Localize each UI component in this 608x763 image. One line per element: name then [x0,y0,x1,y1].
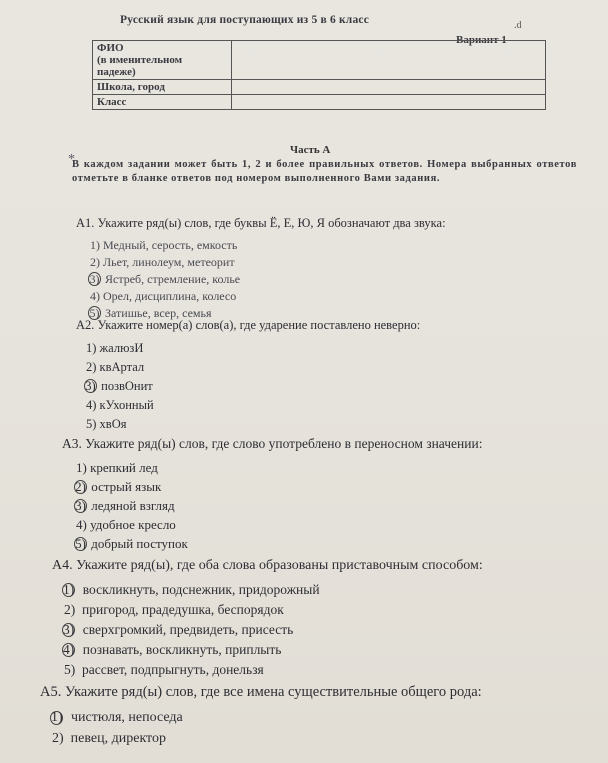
option-a4-3[interactable]: 3) сверхгромкий, предвидеть, присесть [63,622,294,637]
corner-mark: .d [514,20,522,31]
table-row [93,41,546,80]
option-a1-1[interactable]: 1) Медный, серость, емкость [90,238,238,252]
option-a3-5[interactable]: 5) добрый поступок [75,536,188,551]
option-a5-1[interactable]: 1) чистюля, непоседа [51,710,183,725]
variant-label: Вариант 1 [456,34,507,46]
school-label: Школа, город [93,80,232,95]
question-title: А2. Укажите номер(а) слов(а), где ударение поставлено неверно: [76,318,421,332]
option-a2-2[interactable]: 2) квАртал [86,360,145,374]
fio-label [93,41,232,80]
option-a2-1[interactable]: 1) жалюзИ [86,341,144,355]
question-title: А4. Укажите ряд(ы), где оба слова образованы приставочным способом: [52,558,483,573]
pen-star-mark: * [68,152,75,167]
option-a3-1[interactable]: 1) крепкий лед [76,460,158,475]
question-a4 [52,558,483,680]
option-a4-4[interactable]: 4) познавать, воскликнуть, приплыть [63,642,282,657]
question-a2 [76,318,420,434]
instructions: В каждом задании может быть 1, 2 и более правильных ответов. Номера выбранных ответов отметьте в бланке ответов под номером выполненного Вами задания. [72,159,577,184]
student-info-table [92,40,546,110]
question-a3 [62,436,482,553]
option-a5-2[interactable]: 2) певец, директор [52,731,166,746]
option-a4-5[interactable]: 5) рассвет, подпрыгнуть, донельзя [64,662,264,677]
fio-label-text: ФИО (в именительном падеже) [97,42,183,78]
option-a3-2[interactable]: 2) острый язык [75,479,162,494]
option-a3-3[interactable]: 3) ледяной взгляд [75,498,175,513]
option-a3-4[interactable]: 4) удобное кресло [76,517,176,532]
option-a2-4[interactable]: 4) кУхонный [86,398,154,412]
part-title: Часть А [290,144,331,156]
school-field[interactable] [232,80,546,95]
option-a1-2[interactable]: 2) Льет, линолеум, метеорит [90,255,235,269]
option-a2-3[interactable]: 3) позвОнит [85,379,153,393]
question-a5 [40,684,482,749]
option-a1-4[interactable]: 4) Орел, дисциплина, колесо [90,289,237,303]
question-title: А5. Укажите ряд(ы) слов, где все имена существительные общего рода: [40,684,482,700]
option-a1-5[interactable]: 5) Затишье, всер, семья [89,306,212,320]
question-title: А3. Укажите ряд(ы) слов, где слово употреблено в переносном значении: [62,436,483,451]
fio-field[interactable] [232,41,546,80]
class-label: Класс [93,95,232,110]
class-field[interactable] [232,95,546,110]
table-row [93,95,546,110]
question-title: А1. Укажите ряд(ы) слов, где буквы Ё, Е, Ю, Я обозначают два звука: [76,216,446,230]
option-a4-1[interactable]: 1) воскликнуть, подснежник, придорожный [63,582,320,597]
table-row [93,80,546,95]
option-a4-2[interactable]: 2) пригород, прадедушка, беспорядок [64,602,284,617]
option-a2-5[interactable]: 5) хвОя [86,417,127,431]
option-a1-3[interactable]: 3) Ястреб, стремление, колье [89,272,241,286]
page-title: Русский язык для поступающих из 5 в 6 класс [120,14,370,26]
question-a1 [76,216,446,322]
